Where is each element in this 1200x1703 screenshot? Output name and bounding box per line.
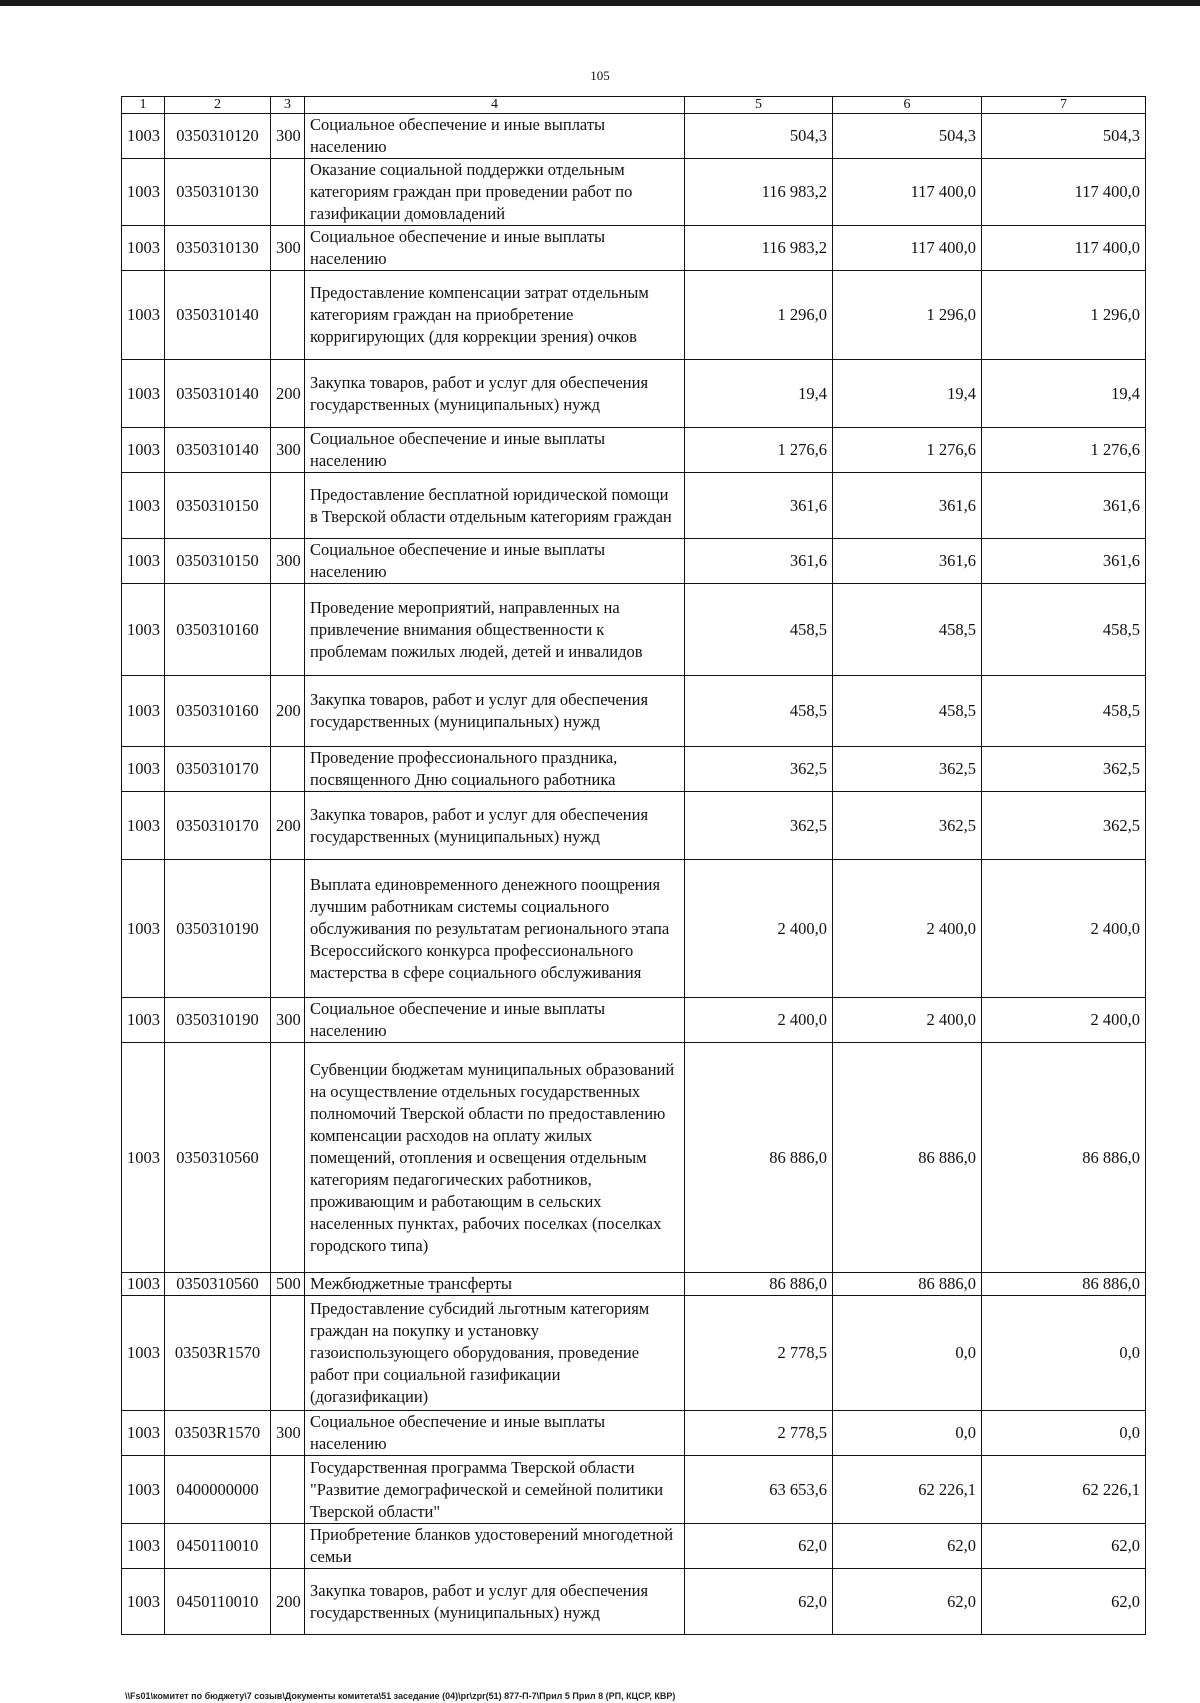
amount-col5: 63 653,6 (685, 1456, 833, 1524)
table-row (122, 360, 1146, 428)
section-code: 1003 (122, 792, 165, 860)
section-code: 1003 (122, 1411, 165, 1456)
amount-col5: 19,4 (685, 360, 833, 428)
amount-col5: 361,6 (685, 473, 833, 539)
item-name: Проведение мероприятий, направленных на привлечение внимания общественности к проблемам пожилых людей, детей и инвалидов (305, 584, 685, 676)
page-number: 105 (590, 68, 610, 83)
item-name: Оказание социальной поддержки отдельным категориям граждан при проведении работ по газификации домовладений (305, 159, 685, 226)
table-row (122, 428, 1146, 473)
expense-type-code (271, 747, 305, 792)
table-row (122, 159, 1146, 226)
amount-col5: 2 400,0 (685, 860, 833, 998)
amount-col6: 0,0 (833, 1411, 982, 1456)
table-row (122, 1273, 1146, 1296)
column-header: 2 (165, 97, 271, 114)
target-article-code: 0350310130 (165, 226, 271, 271)
amount-col6: 458,5 (833, 676, 982, 747)
amount-col6: 2 400,0 (833, 860, 982, 998)
amount-col7: 361,6 (982, 539, 1146, 584)
item-name: Закупка товаров, работ и услуг для обеспечения государственных (муниципальных) нужд (305, 1569, 685, 1635)
amount-col7: 117 400,0 (982, 226, 1146, 271)
column-header: 5 (685, 97, 833, 114)
amount-col5: 2 778,5 (685, 1411, 833, 1456)
section-code: 1003 (122, 1043, 165, 1273)
section-code: 1003 (122, 584, 165, 676)
section-code: 1003 (122, 539, 165, 584)
item-name: Социальное обеспечение и иные выплаты населению (305, 539, 685, 584)
expense-type-code (271, 860, 305, 998)
amount-col5: 458,5 (685, 676, 833, 747)
amount-col7: 362,5 (982, 747, 1146, 792)
expense-type-code: 200 (271, 1569, 305, 1635)
item-name: Предоставление субсидий льготным категориям граждан на покупку и установку газоиспользующего оборудования, проведение работ при социальной газификации (догазификации) (305, 1296, 685, 1411)
amount-col5: 1 276,6 (685, 428, 833, 473)
target-article-code: 0350310120 (165, 114, 271, 159)
table-row (122, 539, 1146, 584)
target-article-code: 0350310190 (165, 998, 271, 1043)
amount-col5: 86 886,0 (685, 1043, 833, 1273)
table-row (122, 676, 1146, 747)
amount-col6: 86 886,0 (833, 1273, 982, 1296)
item-name: Субвенции бюджетам муниципальных образований на осуществление отдельных государственных полномочий Тверской области по предоставлению компенсации расходов на оплату жилых помещений, отопления и освещения отдельным категориям педагогических работников, проживающим и работающим в сельских населенных пунктах, рабочих поселках (поселках городского типа) (305, 1043, 685, 1273)
expense-type-code: 300 (271, 428, 305, 473)
amount-col5: 2 400,0 (685, 998, 833, 1043)
amount-col7: 62,0 (982, 1524, 1146, 1569)
target-article-code: 0400000000 (165, 1456, 271, 1524)
amount-col6: 362,5 (833, 747, 982, 792)
column-numbers-row (122, 97, 1146, 114)
item-name: Социальное обеспечение и иные выплаты населению (305, 226, 685, 271)
section-code: 1003 (122, 1296, 165, 1411)
amount-col6: 1 296,0 (833, 271, 982, 360)
table-row (122, 998, 1146, 1043)
section-code: 1003 (122, 1524, 165, 1569)
amount-col7: 1 296,0 (982, 271, 1146, 360)
amount-col7: 117 400,0 (982, 159, 1146, 226)
amount-col5: 86 886,0 (685, 1273, 833, 1296)
section-code: 1003 (122, 428, 165, 473)
item-name: Закупка товаров, работ и услуг для обеспечения государственных (муниципальных) нужд (305, 360, 685, 428)
target-article-code: 03503R1570 (165, 1411, 271, 1456)
expense-type-code (271, 271, 305, 360)
footer-file-path: \\Fs01\комитет по бюджету\7 созыв\Документы комитета\51 заседание (04)\pr\zpr(51) 877-П-7\Прил 5 Прил 8 (РП, КЦСР, КВР) (125, 1691, 676, 1701)
target-article-code: 0350310170 (165, 747, 271, 792)
amount-col6: 361,6 (833, 473, 982, 539)
table-row (122, 792, 1146, 860)
amount-col6: 19,4 (833, 360, 982, 428)
section-code: 1003 (122, 860, 165, 998)
section-code: 1003 (122, 1569, 165, 1635)
amount-col7: 62 226,1 (982, 1456, 1146, 1524)
expense-type-code (271, 473, 305, 539)
section-code: 1003 (122, 747, 165, 792)
target-article-code: 0350310150 (165, 539, 271, 584)
amount-col6: 2 400,0 (833, 998, 982, 1043)
item-name: Проведение профессионального праздника, посвященного Дню социального работника (305, 747, 685, 792)
amount-col6: 458,5 (833, 584, 982, 676)
item-name: Социальное обеспечение и иные выплаты населению (305, 998, 685, 1043)
table-row (122, 1456, 1146, 1524)
column-header: 4 (305, 97, 685, 114)
expense-type-code (271, 1043, 305, 1273)
amount-col5: 361,6 (685, 539, 833, 584)
amount-col7: 86 886,0 (982, 1273, 1146, 1296)
target-article-code: 0350310560 (165, 1273, 271, 1296)
item-name: Закупка товаров, работ и услуг для обеспечения государственных (муниципальных) нужд (305, 792, 685, 860)
expense-type-code: 300 (271, 539, 305, 584)
section-code: 1003 (122, 271, 165, 360)
table-row (122, 860, 1146, 998)
amount-col7: 19,4 (982, 360, 1146, 428)
target-article-code: 0350310130 (165, 159, 271, 226)
expense-type-code (271, 1456, 305, 1524)
column-header: 6 (833, 97, 982, 114)
amount-col5: 62,0 (685, 1524, 833, 1569)
amount-col7: 504,3 (982, 114, 1146, 159)
expense-type-code: 300 (271, 114, 305, 159)
target-article-code: 0350310140 (165, 428, 271, 473)
item-name: Приобретение бланков удостоверений многодетной семьи (305, 1524, 685, 1569)
amount-col5: 1 296,0 (685, 271, 833, 360)
column-header: 3 (271, 97, 305, 114)
scan-top-edge (0, 0, 1200, 6)
amount-col6: 504,3 (833, 114, 982, 159)
table-row (122, 1411, 1146, 1456)
amount-col6: 117 400,0 (833, 159, 982, 226)
item-name: Предоставление компенсации затрат отдельным категориям граждан на приобретение корригирующих (для коррекции зрения) очков (305, 271, 685, 360)
amount-col5: 116 983,2 (685, 159, 833, 226)
amount-col7: 361,6 (982, 473, 1146, 539)
section-code: 1003 (122, 1456, 165, 1524)
item-name: Выплата единовременного денежного поощрения лучшим работникам системы социального обслуживания по результатам регионального этапа Всероссийского конкурса профессионального мастерства в сфере социального обслуживания (305, 860, 685, 998)
item-name: Социальное обеспечение и иные выплаты населению (305, 428, 685, 473)
item-name: Межбюджетные трансферты (305, 1273, 685, 1296)
item-name: Предоставление бесплатной юридической помощи в Тверской области отдельным категориям граждан (305, 473, 685, 539)
column-header: 1 (122, 97, 165, 114)
column-header: 7 (982, 97, 1146, 114)
expense-type-code (271, 584, 305, 676)
table-row (122, 747, 1146, 792)
table-body (122, 114, 1146, 1635)
item-name: Социальное обеспечение и иные выплаты населению (305, 114, 685, 159)
expense-type-code: 500 (271, 1273, 305, 1296)
target-article-code: 0450110010 (165, 1524, 271, 1569)
section-code: 1003 (122, 998, 165, 1043)
amount-col7: 2 400,0 (982, 860, 1146, 998)
target-article-code: 0350310160 (165, 676, 271, 747)
target-article-code: 0350310140 (165, 360, 271, 428)
table-row (122, 1043, 1146, 1273)
amount-col7: 0,0 (982, 1296, 1146, 1411)
expense-type-code (271, 1524, 305, 1569)
expense-type-code (271, 1296, 305, 1411)
target-article-code: 0350310150 (165, 473, 271, 539)
amount-col5: 2 778,5 (685, 1296, 833, 1411)
amount-col6: 0,0 (833, 1296, 982, 1411)
amount-col7: 2 400,0 (982, 998, 1146, 1043)
amount-col5: 62,0 (685, 1569, 833, 1635)
expense-type-code: 200 (271, 676, 305, 747)
section-code: 1003 (122, 159, 165, 226)
amount-col7: 86 886,0 (982, 1043, 1146, 1273)
section-code: 1003 (122, 473, 165, 539)
table-row (122, 473, 1146, 539)
section-code: 1003 (122, 226, 165, 271)
target-article-code: 0350310560 (165, 1043, 271, 1273)
target-article-code: 0350310170 (165, 792, 271, 860)
item-name: Закупка товаров, работ и услуг для обеспечения государственных (муниципальных) нужд (305, 676, 685, 747)
expense-type-code: 300 (271, 1411, 305, 1456)
amount-col5: 362,5 (685, 747, 833, 792)
target-article-code: 0450110010 (165, 1569, 271, 1635)
table-row (122, 1296, 1146, 1411)
amount-col6: 361,6 (833, 539, 982, 584)
amount-col6: 62 226,1 (833, 1456, 982, 1524)
amount-col7: 0,0 (982, 1411, 1146, 1456)
expense-type-code: 200 (271, 360, 305, 428)
target-article-code: 0350310140 (165, 271, 271, 360)
section-code: 1003 (122, 676, 165, 747)
target-article-code: 0350310160 (165, 584, 271, 676)
section-code: 1003 (122, 360, 165, 428)
table-row (122, 226, 1146, 271)
table-row (122, 584, 1146, 676)
table-row (122, 271, 1146, 360)
target-article-code: 0350310190 (165, 860, 271, 998)
table-row (122, 114, 1146, 159)
section-code: 1003 (122, 1273, 165, 1296)
amount-col7: 362,5 (982, 792, 1146, 860)
amount-col5: 504,3 (685, 114, 833, 159)
table-row (122, 1524, 1146, 1569)
amount-col5: 116 983,2 (685, 226, 833, 271)
expense-type-code: 300 (271, 998, 305, 1043)
amount-col6: 117 400,0 (833, 226, 982, 271)
table-row (122, 1569, 1146, 1635)
expense-type-code: 200 (271, 792, 305, 860)
item-name: Государственная программа Тверской области "Развитие демографической и семейной политики Тверской области" (305, 1456, 685, 1524)
expense-type-code (271, 159, 305, 226)
amount-col6: 362,5 (833, 792, 982, 860)
item-name: Социальное обеспечение и иные выплаты населению (305, 1411, 685, 1456)
amount-col7: 458,5 (982, 676, 1146, 747)
amount-col7: 458,5 (982, 584, 1146, 676)
expense-type-code: 300 (271, 226, 305, 271)
amount-col7: 1 276,6 (982, 428, 1146, 473)
amount-col7: 62,0 (982, 1569, 1146, 1635)
target-article-code: 03503R1570 (165, 1296, 271, 1411)
amount-col6: 62,0 (833, 1524, 982, 1569)
budget-table (121, 96, 1146, 1635)
section-code: 1003 (122, 114, 165, 159)
amount-col6: 86 886,0 (833, 1043, 982, 1273)
amount-col5: 362,5 (685, 792, 833, 860)
amount-col6: 1 276,6 (833, 428, 982, 473)
amount-col5: 458,5 (685, 584, 833, 676)
amount-col6: 62,0 (833, 1569, 982, 1635)
